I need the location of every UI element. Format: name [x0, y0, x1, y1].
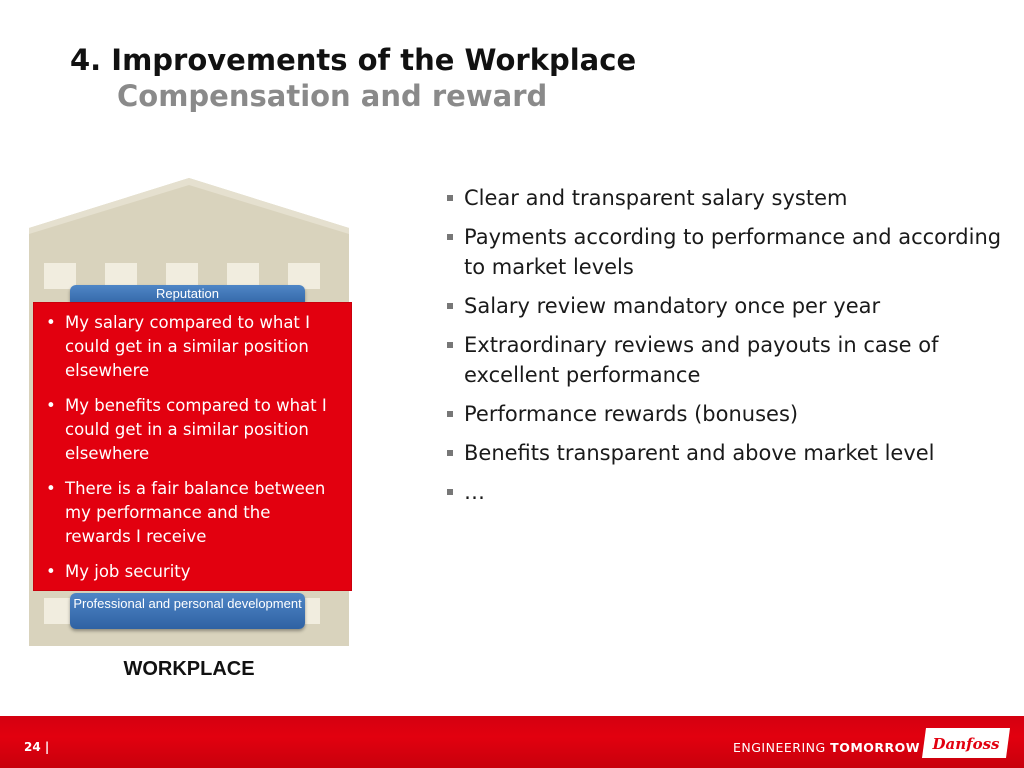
survey-item: • My salary compared to what I could get in a similar position elsewhere: [44, 311, 341, 383]
bullet-square-icon: [447, 411, 453, 417]
slide-title: 4. Improvements of the Workplace: [70, 43, 637, 77]
logo-text: Danfoss: [932, 735, 1000, 753]
slide-subtitle: Compensation and reward: [117, 79, 548, 113]
survey-items-box: [33, 302, 352, 591]
measure-item: [444, 438, 1004, 468]
page-number: 24 |: [24, 740, 50, 754]
measure-text: Extraordinary reviews and payouts in case of excellent performance: [464, 333, 939, 387]
measure-text: …: [464, 480, 485, 504]
survey-item: • There is a fair balance between my performance and the rewards I receive: [44, 477, 341, 549]
slogan: [733, 740, 920, 755]
measure-text: Payments according to performance and according to market levels: [464, 225, 1002, 279]
bullet-square-icon: [447, 450, 453, 456]
bullet-square-icon: [447, 195, 453, 201]
bullet-square-icon: [447, 303, 453, 309]
measure-item: [444, 330, 1004, 390]
measure-item: [444, 183, 1004, 213]
bullet-square-icon: [447, 489, 453, 495]
measure-item: [444, 291, 1004, 321]
measure-text: Salary review mandatory once per year: [464, 294, 881, 318]
building-window: [44, 263, 76, 289]
measure-text: Clear and transparent salary system: [464, 186, 848, 210]
survey-item: • My benefits compared to what I could get in a similar position elsewhere: [44, 394, 341, 466]
measures-list: [444, 183, 1004, 516]
survey-items-list: [44, 311, 341, 584]
measure-item: [444, 222, 1004, 282]
slogan-bold: TOMORROW: [830, 740, 921, 755]
bullet-square-icon: [447, 342, 453, 348]
footer-bar: [0, 716, 1024, 768]
slide-title-block: [70, 42, 636, 114]
bullet-square-icon: [447, 234, 453, 240]
measure-text: Benefits transparent and above market level: [464, 441, 935, 465]
workplace-label: WORKPLACE: [123, 658, 255, 680]
development-pill: Professional and personal development: [70, 593, 305, 629]
measure-item: [444, 477, 1004, 507]
danfoss-logo-icon: [920, 724, 1012, 762]
measure-item: [444, 399, 1004, 429]
measure-text: Performance rewards (bonuses): [464, 402, 799, 426]
slogan-light: ENGINEERING: [733, 740, 826, 755]
reputation-pill: Reputation: [70, 285, 305, 307]
survey-item: • My job security: [44, 560, 341, 584]
